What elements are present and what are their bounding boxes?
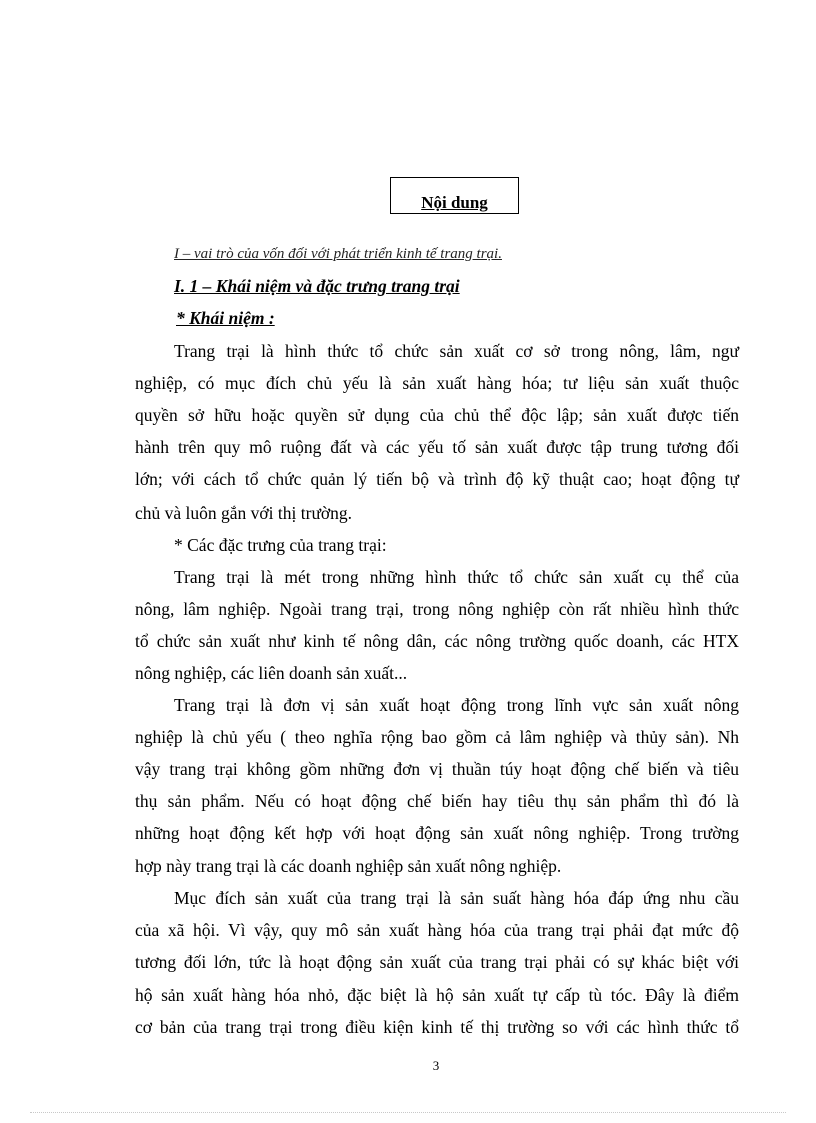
paragraph-line: Trang trại là đơn vị sản xuất hoạt động trong lĩnh vực sản xuất nông: [174, 695, 739, 715]
paragraph-line: quyền sở hữu hoặc quyền sử dụng của chủ thể độc lập; sản xuất được tiến: [135, 405, 739, 425]
title-box: [390, 177, 519, 214]
paragraph-line: những hoạt động kết hợp với hoạt động sản xuất nông nghiệp. Trong trường: [135, 823, 739, 843]
section-heading: I – vai trò của vốn đối với phát triển kinh tế trang trại.: [174, 246, 502, 262]
paragraph-line: nghiệp, có mục đích chủ yếu là sản xuất hàng hóa; tư liệu sản xuất thuộc: [135, 373, 739, 393]
page-bottom-divider: [30, 1112, 786, 1113]
paragraph-line: hành trên quy mô ruộng đất và các yếu tố sản xuất được tập trung tương đối: [135, 437, 739, 457]
paragraph-line: * Các đặc trưng của trang trại:: [174, 535, 387, 555]
page-number: 3: [432, 1058, 440, 1073]
subsection-heading: I. 1 – Khái niệm và đặc trưng trang trại: [174, 276, 460, 296]
paragraph-line: Trang trại là mét trong những hình thức tổ chức sản xuất cụ thể của: [174, 567, 739, 587]
paragraph-line: Trang trại là hình thức tổ chức sản xuất cơ sở trong nông, lâm, ngư: [174, 341, 739, 361]
paragraph-line: nông, lâm nghiệp. Ngoài trang trại, trong nông nghiệp còn rất nhiều hình thức: [135, 599, 739, 619]
paragraph-line: Mục đích sản xuất của trang trại là sản suất hàng hóa đáp ứng nhu cầu: [174, 888, 739, 908]
paragraph-line: chủ và luôn gắn với thị trường.: [135, 503, 353, 523]
paragraph-line: hộ sản xuất hàng hóa nhỏ, đặc biệt là hộ sản xuất tự cấp tù tóc. Đây là điểm: [135, 985, 739, 1005]
paragraph-line: của xã hội. Vì vậy, quy mô sản xuất hàng hóa của trang trại phải đạt mức độ: [135, 920, 739, 940]
paragraph-line: tổ chức sản xuất như kinh tế nông dân, các nông trường quốc doanh, các HTX: [135, 631, 739, 651]
paragraph-line: cơ bản của trang trại trong điều kiện kinh tế thị trường so với các hình thức tổ: [135, 1017, 739, 1037]
document-title: Nội dung: [421, 193, 488, 212]
concept-heading: * Khái niệm :: [176, 308, 275, 328]
paragraph-line: lớn; với cách tổ chức quản lý tiến bộ và trình độ kỹ thuật cao; hoạt động tự: [135, 469, 739, 489]
paragraph-line: thụ sản phẩm. Nếu có hoạt động chế biến hay tiêu thụ sản phẩm thì đó là: [135, 791, 739, 811]
paragraph-line: nông nghiệp, các liên doanh sản xuất...: [135, 663, 408, 683]
paragraph-line: vậy trang trại không gồm những đơn vị thuần túy hoạt động chế biến và tiêu: [135, 759, 739, 779]
paragraph-line: tương đối lớn, tức là hoạt động sản xuất của trang trại phải có sự khác biệt với: [135, 952, 739, 972]
paragraph-line: hợp này trang trại là các doanh nghiệp sản xuất nông nghiệp.: [135, 856, 562, 876]
paragraph-line: nghiệp là chủ yếu ( theo nghĩa rộng bao gồm cả lâm nghiệp và thủy sản). Nh: [135, 727, 739, 747]
